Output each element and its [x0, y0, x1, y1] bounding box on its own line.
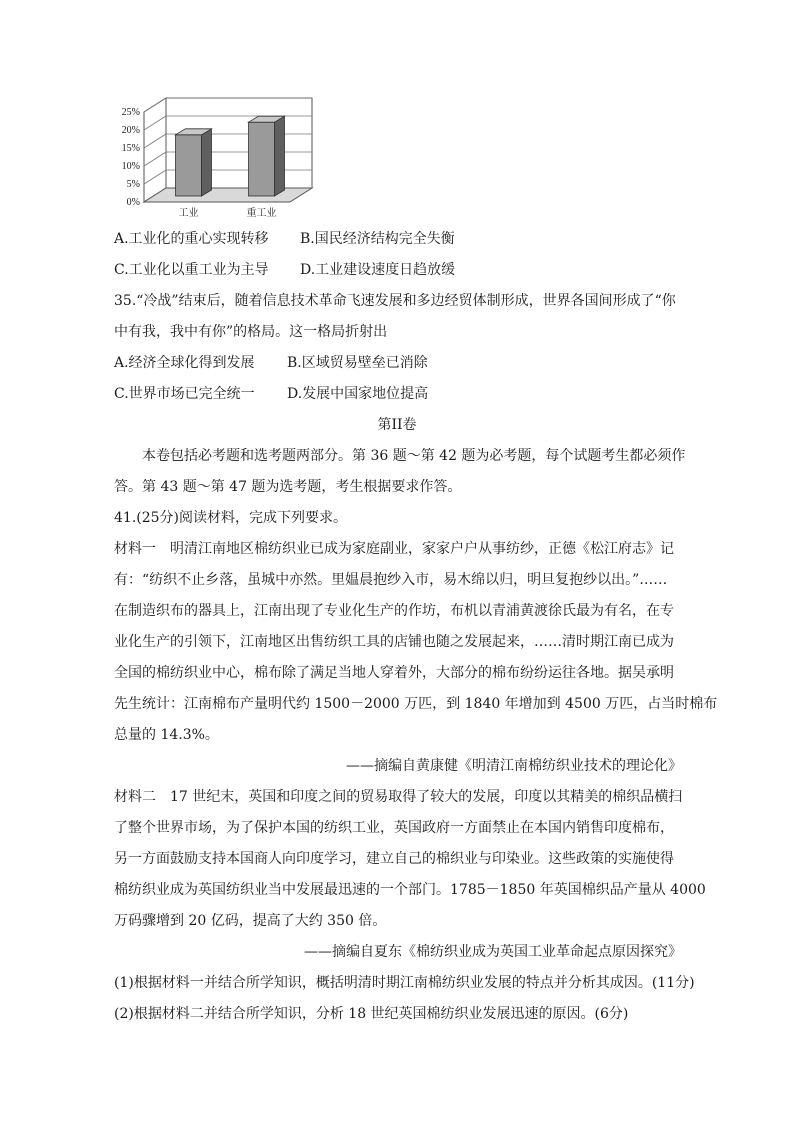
q34-option-d[interactable]: D.工业建设速度日趋放缓 — [300, 262, 456, 278]
material-1-line: 全国的棉纺织业中心，棉布除了满足当地人穿着外，大部分的棉布纷纷运往各地。据吴承明 — [114, 665, 674, 681]
chart-ticks — [122, 107, 140, 208]
q35-stem-line-2: 中有我，我中有你”的格局。这一格局折射出 — [114, 324, 388, 340]
material-1-line: 材料一 明清江南地区棉纺织业已成为家庭副业，家家户户从事纺纱，正德《松江府志》记 — [114, 541, 674, 557]
q35-option-d[interactable]: D.发展中国家地位提高 — [287, 386, 429, 402]
material-2-line: 万码骤增到 20 亿码，提高了大约 350 倍。 — [114, 913, 387, 929]
bar-side-2 — [275, 116, 285, 196]
bar-1 — [176, 135, 202, 196]
chart-y-tick-label: 10% — [121, 161, 140, 172]
chart-side-wall — [144, 98, 166, 202]
material-2-line: 了整个世界市场，为了保护本国的纺织工业，英国政府一方面禁止在本国内销售印度棉布， — [114, 820, 674, 836]
q41-subquestion-1: (1)根据材料一并结合所学知识，概括明清时期江南棉纺织业发展的特点并分析其成因。(11分) — [114, 975, 695, 991]
material-2-line: 另一方面鼓励支持本国商人向印度学习，建立自己的棉织业与印染业。这些政策的实施使得 — [114, 851, 674, 867]
q34-option-b[interactable]: B.国民经济结构完全失衡 — [300, 231, 455, 247]
q35-option-a[interactable]: A.经济全球化得到发展 — [114, 355, 255, 371]
bar-2 — [249, 122, 275, 196]
material-1-source: ——摘编自黄康健《明清江南棉纺织业技术的理论化》 — [346, 758, 682, 774]
chart-grid — [144, 98, 312, 202]
chart-y-tick-label: 0% — [126, 197, 140, 208]
chart-category-label: 工业 — [178, 208, 199, 219]
chart-y-tick-label: 20% — [121, 125, 140, 136]
q35-option-c[interactable]: C.世界市场已完全统一 — [114, 386, 255, 402]
chart-category-label: 重工业 — [246, 208, 277, 219]
bar-side-1 — [202, 129, 212, 196]
material-2-source: ——摘编自夏东《棉纺织业成为英国工业革命起点原因探究》 — [304, 944, 682, 960]
chart-floor — [144, 188, 312, 202]
section-intro-line-1: 本卷包括必考题和选考题两部分。第 36 题～第 42 题为必考题，每个试题考生都必须作 — [142, 448, 686, 464]
q35-option-b[interactable]: B.区域贸易壁垒已消除 — [287, 355, 428, 371]
material-2-line: 材料二 17 世纪末，英国和印度之间的贸易取得了较大的发展，印度以其精美的棉织品横扫 — [114, 789, 683, 805]
material-1-line: 总量的 14.3%。 — [114, 727, 219, 743]
q34-option-c[interactable]: C.工业化以重工业为主导 — [114, 262, 269, 278]
bar-chart — [112, 97, 322, 222]
section-intro-line-2: 答。第 43 题～第 47 题为选考题，考生根据要求作答。 — [114, 479, 462, 495]
q34-option-a[interactable]: A.工业化的重心实现转移 — [114, 231, 269, 247]
material-1-line: 先生统计：江南棉布产量明代约 1500－2000 万匹，到 1840 年增加到 4500 万匹，占当时棉布 — [114, 696, 718, 712]
chart-y-tick-label: 15% — [121, 143, 140, 154]
chart-y-tick-label: 5% — [126, 179, 140, 190]
chart-y-tick-label: 25% — [121, 107, 140, 118]
q41-header: 41.(25分)阅读材料，完成下列要求。 — [114, 510, 348, 526]
material-1-line: 业化生产的引领下，江南地区出售纺织工具的店铺也随之发展起来，……清时期江南已成为 — [114, 634, 674, 650]
material-1-line: 在制造织布的器具上，江南出现了专业化生产的作坊，布机以青浦黄渡徐氏最为有名，在专 — [114, 603, 674, 619]
material-2-line: 棉纺织业成为英国纺织业当中发展最迅速的一个部门。1785－1850 年英国棉织品产量从 4000 — [114, 882, 706, 898]
q35-stem-line-1: 35.“冷战”结束后，随着信息技术革命飞速发展和多边经贸体制形成，世界各国间形成了“你 — [114, 293, 676, 309]
chart-categories — [179, 206, 277, 219]
bar-chart-svg — [112, 97, 322, 222]
section-title: 第II卷 — [377, 417, 417, 433]
material-1-line: 有：“纺织不止乡落，虽城中亦然。里媪晨抱纱入市，易木绵以归，明旦复抱纱以出。”…… — [114, 572, 668, 588]
q41-subquestion-2: (2)根据材料二并结合所学知识，分析 18 世纪英国棉纺织业发展迅速的原因。(6分) — [114, 1006, 629, 1022]
